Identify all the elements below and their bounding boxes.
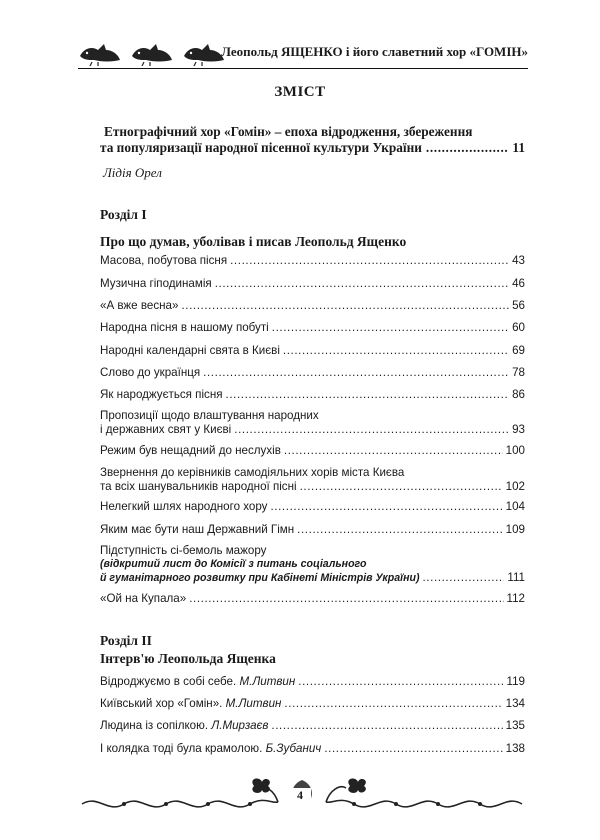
entry-title: Музична гіподинамія	[100, 277, 212, 290]
entry-author: М.Литвин	[225, 697, 282, 710]
entry-title: «А вже весна»	[100, 299, 179, 312]
toc-entry[interactable]	[100, 409, 525, 436]
page-number: 134	[505, 697, 525, 710]
leader-dots	[181, 299, 509, 313]
entry-subtitle: й гуманітарного розвитку при Кабінеті Міністрів України)	[100, 572, 420, 584]
page-number: 78	[512, 366, 525, 379]
toc-entry[interactable]	[100, 254, 525, 268]
leader-dots	[215, 277, 509, 291]
entry-title: Нелегкий шлях народного хору	[100, 500, 268, 513]
toc-entry[interactable]	[100, 366, 525, 380]
leader-dots	[298, 675, 503, 689]
leader-dots	[284, 697, 502, 711]
entry-subtitle: (відкритий лист до Комісії з питань соціального	[100, 557, 367, 570]
entry-title-line1: Підступність сі-бемоль мажору	[100, 544, 267, 557]
toc-entry[interactable]	[100, 466, 525, 493]
intro-title-line2: та популяризації народної пісенної культури України	[100, 140, 422, 155]
leader-dots	[283, 344, 509, 358]
header-rule	[78, 68, 528, 69]
entry-author: Б.Зубанич	[265, 742, 322, 755]
page-number: 135	[505, 719, 525, 732]
entry-title: І колядка тоді була крамолою.	[100, 742, 263, 755]
bird-ornament-icon	[78, 40, 226, 66]
entry-title-line1: Пропозиції щодо влаштування народних	[100, 409, 319, 422]
entry-title: Яким має бути наш Державний Гімн	[100, 523, 295, 536]
page-number: 111	[507, 571, 525, 584]
page-number: 109	[505, 523, 525, 536]
entry-title: і державних свят у Києві	[100, 422, 232, 436]
leader-dots	[422, 571, 504, 585]
page-number: 138	[505, 742, 525, 755]
page-number: 86	[512, 388, 525, 401]
page-number: 46	[512, 277, 525, 290]
page-number: 119	[506, 675, 525, 688]
entry-title: Київський хор «Гомін».	[100, 697, 223, 710]
leader-dots	[284, 444, 503, 458]
entry-author: Л.Мирзаєв	[211, 719, 269, 732]
toc-entry[interactable]	[100, 388, 525, 402]
page-title: ЗМІСТ	[274, 84, 326, 100]
leader-dots	[226, 388, 510, 402]
toc-intro-entry[interactable]	[100, 124, 525, 156]
page-number: 43	[512, 254, 525, 267]
leader-dots	[234, 423, 509, 437]
entry-title: Народна пісня в нашому побуті	[100, 321, 269, 334]
page-number: 93	[512, 422, 525, 436]
page-number: 112	[506, 592, 525, 605]
section-1-label: Розділ I	[100, 207, 147, 222]
entry-title-line1: Звернення до керівників самодіяльних хорів міста Києва	[100, 466, 405, 479]
toc-entry[interactable]	[100, 344, 525, 358]
leader-dots	[426, 140, 509, 156]
toc-entry[interactable]	[100, 675, 525, 689]
toc-entry[interactable]	[100, 592, 525, 606]
entry-title: Народні календарні свята в Києві	[100, 344, 280, 357]
entry-title: Масова, побутова пісня	[100, 254, 228, 267]
page-number: 69	[512, 344, 525, 357]
section-2-label: Розділ II	[100, 633, 152, 648]
page-number: 56	[512, 299, 525, 312]
toc-entry[interactable]	[100, 299, 525, 313]
toc-entry[interactable]	[100, 500, 525, 514]
leader-dots	[300, 480, 503, 494]
page-number: 100	[505, 444, 525, 457]
toc-entry[interactable]	[100, 697, 525, 711]
toc-entry[interactable]	[100, 719, 525, 733]
leader-dots	[272, 321, 509, 335]
entry-title: «Ой на Купала»	[100, 592, 187, 605]
entry-author: М.Литвин	[239, 675, 296, 688]
leader-dots	[189, 592, 503, 606]
toc-entry[interactable]	[100, 277, 525, 291]
entry-title: Людина із сопілкою.	[100, 719, 209, 732]
entry-title: Режим був нещадний до неслухів	[100, 444, 281, 457]
leader-dots	[270, 500, 502, 514]
page-number: 11	[512, 140, 525, 155]
section-1-title: Про що думав, уболівав і писав Леопольд Ященко	[100, 234, 407, 249]
page-number: 102	[505, 479, 525, 493]
running-title: Леопольд ЯЩЕНКО і його славетний хор «ГОМІН»	[221, 44, 528, 59]
entry-title: Слово до українця	[100, 366, 201, 379]
entry-title: Відроджуємо в собі себе.	[100, 675, 237, 688]
leader-dots	[297, 523, 503, 537]
toc-entry[interactable]	[100, 444, 525, 458]
intro-author: Лідія Орел	[103, 165, 162, 180]
toc-entry[interactable]	[100, 544, 525, 586]
page-number: 60	[512, 321, 525, 334]
page-number-footer: 4	[289, 788, 311, 803]
leader-dots	[203, 366, 509, 380]
entry-title: та всіх шанувальників народної пісні	[100, 479, 297, 493]
intro-title-line1: Етнографічний хор «Гомін» – епоха відродження, збереження	[104, 124, 473, 139]
leader-dots	[271, 719, 502, 733]
entry-title: Як народжується пісня	[100, 388, 223, 401]
leader-dots	[230, 254, 509, 268]
page-number: 104	[505, 500, 525, 513]
toc-entry[interactable]	[100, 523, 525, 537]
section-2-title: Інтерв'ю Леопольда Ященка	[100, 651, 276, 666]
leader-dots	[324, 742, 502, 756]
toc-entry[interactable]	[100, 321, 525, 335]
toc-entry[interactable]	[100, 742, 525, 756]
